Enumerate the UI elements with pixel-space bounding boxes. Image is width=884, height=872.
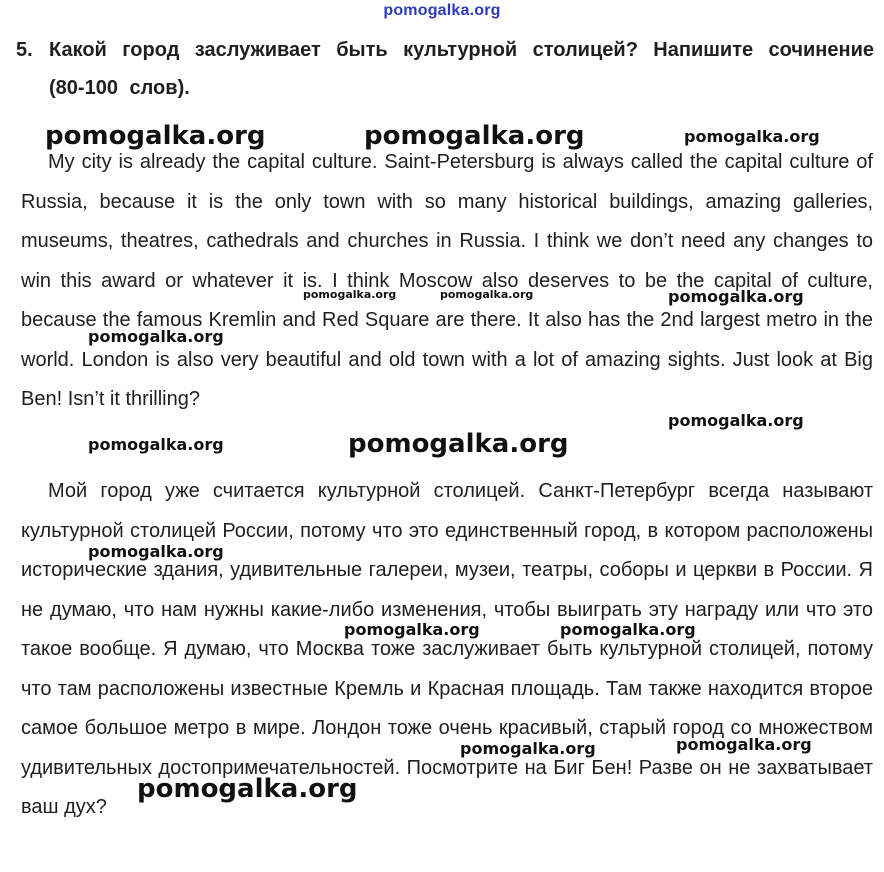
watermark: pomogalka.org [668,411,804,430]
header-watermark: pomogalka.org [383,2,501,19]
watermark: pomogalka.org [440,288,534,301]
watermark: pomogalka.org [45,121,266,151]
essay-english: My city is already the capital culture. Saint-Petersburg is always called the capital culture of Russia, because it is the only town with so many historical buildings, amazing galleries, museums, theatres, cathedrals and churches in Russia. I think we don’t need any changes to win this award or whatever it is. I think Moscow also deserves to be the capital of culture, because the famous Kremlin and Red Square are there. It also has the 2nd largest metro in the world. London is also very beautiful and old town with a lot of amazing sights. Just look at Big Ben! Isn’t it thrilling? [21,151,873,410]
watermark: pomogalka.org [88,542,224,561]
watermark: pomogalka.org [684,127,820,146]
task-number: 5. [16,39,33,61]
watermark: pomogalka.org [676,735,812,754]
watermark: pomogalka.org [348,429,569,459]
watermark: pomogalka.org [88,435,224,454]
watermark: pomogalka.org [364,121,585,151]
task-block [16,31,874,107]
watermark: pomogalka.org [460,739,596,758]
watermark: pomogalka.org [88,327,224,346]
essay-russian: Мой город уже считается культурной столицей. Санкт-Петербург всегда называют культурной столицей России, потому что это единственный город, в котором расположены исторические здания, удивительные галереи, музеи, театры, соборы и церкви в России. Я не думаю, что нам нужны какие-либо изменения, чтобы выиграть эту награду или что это такое вообще. Я думаю, что Москва тоже заслуживает быть культурной столицей, потому что там расположены известные Кремль и Красная площадь. Там также находится второе самое большое метро в мире. Лондон тоже очень красивый, старый город со множеством удивительных достопримечательностей. Посмотрите на Биг Бен! Разве он не захватывает ваш дух? [21,480,873,818]
watermark: pomogalka.org [303,288,397,301]
watermark: pomogalka.org [668,287,804,306]
task-prompt: Какой город заслуживает быть культурной столицей? Напишите сочинение (80-100 слов). [49,39,874,99]
watermark: pomogalka.org [137,774,358,804]
watermark: pomogalka.org [344,620,480,639]
watermark: pomogalka.org [560,620,696,639]
